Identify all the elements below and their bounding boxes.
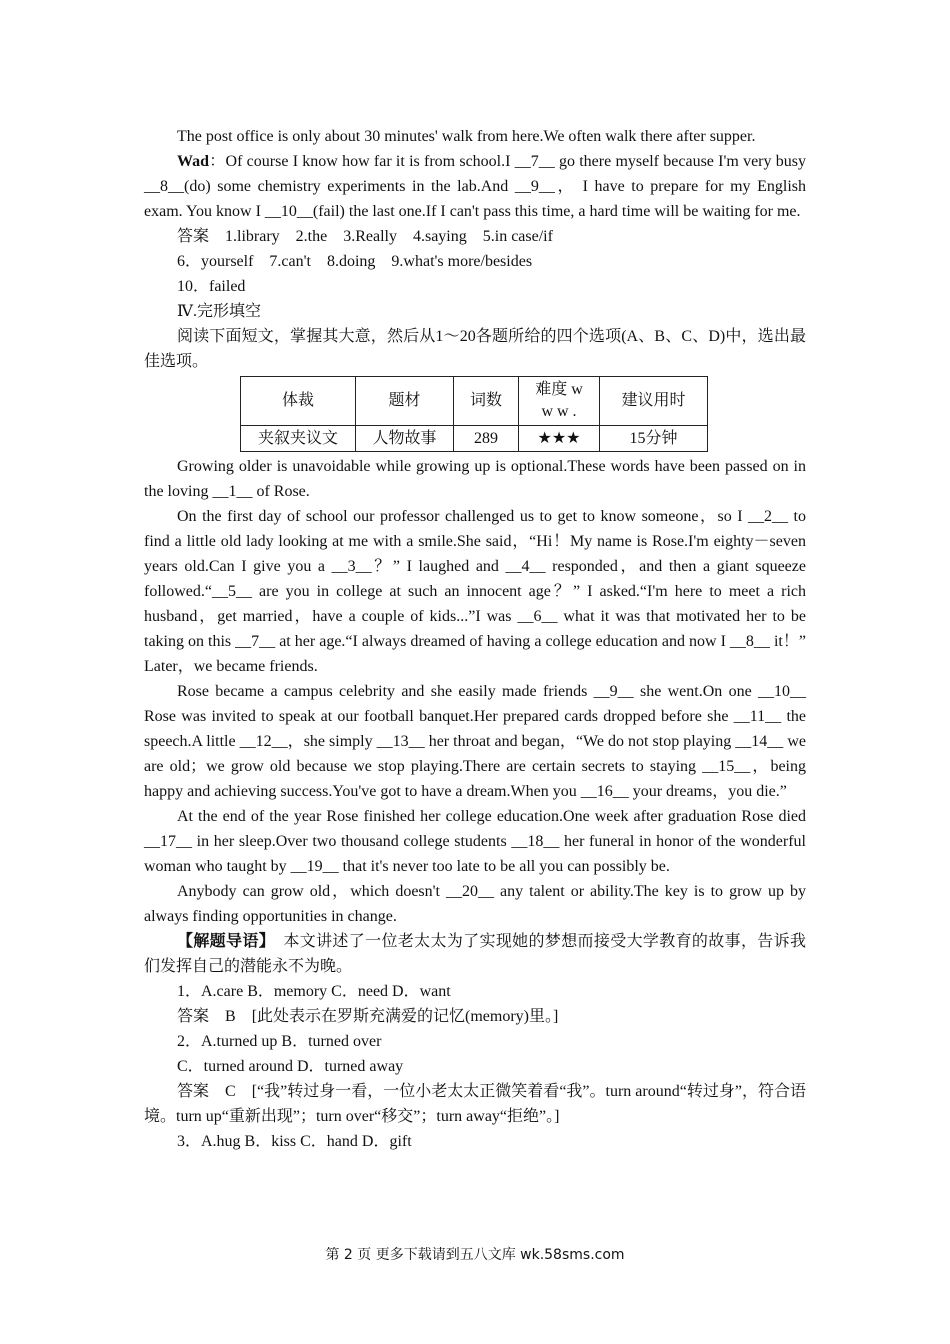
table-header: 题材: [356, 377, 454, 426]
passage-paragraph: Anybody can grow old，which doesn't __20__ any talent or ability.The key is to grow up by always finding opportunities in change.: [144, 883, 806, 925]
answer-text: B [此处表示在罗斯充满爱的记忆(memory)里。]: [209, 1008, 559, 1025]
passage-paragraph: On the first day of school our professor challenged us to get to know someone，so I __2__ to find a little old lady looking at me with a smile.She said，“Hi！My name is Rose.I'm eighty－seven years old.Can I give you a __3__？” I laughed and __4__ responded，and then a giant squeeze followed.“__5__ are you in college at such an innocent age？” I asked.“I'm here to meet a rich husband，get married，have a couple of kids...”I was __6__ what it was that motivated her to be taking on this __7__ at her age.“I always dreamed of having a college education and now I __8__ it！” Later，we became friends.: [144, 508, 806, 675]
table-header: 体裁: [241, 377, 356, 426]
table-header: 词数: [454, 377, 519, 426]
table-cell: 289: [454, 426, 519, 452]
page-content: [144, 124, 806, 1154]
passage-paragraph: Growing older is unavoidable while growing up is optional.These words have been passed on in the loving __1__ of Rose.: [144, 458, 806, 500]
speaker-name: Wad: [177, 153, 210, 170]
answer-label: 答案: [177, 1008, 210, 1025]
question-options: 3．A.hug B．kiss C．hand D．gift: [177, 1133, 412, 1150]
guide-paragraph: [144, 929, 806, 979]
info-table-wrap: [240, 376, 806, 452]
guide-label: 【解题导语】: [177, 933, 268, 950]
passage-paragraph: Rose became a campus celebrity and she easily made friends __9__ she went.On one __10__ Rose was invited to speak at our football banquet.Her prepared cards dropped before she __11__ the speech.A little __12__，she simply __13__ her throat and began，“We do not stop playing __14__ we are old；we grow old because we stop playing.There are certain secrets to staying __15__，being happy and achieving success.You've got to have a dream.When you __16__ your dreams，you die.”: [144, 683, 807, 800]
question-options: C．turned around D．turned away: [177, 1058, 404, 1075]
question-options: 2．A.turned up B．turned over: [177, 1033, 382, 1050]
question-options: 1．A.care B．memory C．need D．want: [177, 983, 451, 1000]
answer-line: [144, 224, 806, 249]
table-cell: 人物故事: [356, 426, 454, 452]
answer-label: 答案: [177, 1083, 210, 1100]
dialogue-text: ：Of course I know how far it is from school.I __7__ go there myself because I'm very busy __8__(do) some chemistry experiments in the lab.And __9__， I have to prepare for my English exam. You know I __10__(fail) the last one.If I can't pass this time, a hard time will be waiting for me.: [144, 153, 806, 220]
table-cell: 夹叙夹议文: [241, 426, 356, 452]
answer-line: [144, 1004, 806, 1029]
table-cell: ★★★: [519, 426, 600, 452]
table-header: 建议用时: [600, 377, 708, 426]
answer-line-3: 10．failed: [177, 278, 246, 295]
instructions: 阅读下面短文，掌握其大意，然后从1～20各题所给的四个选项(A、B、C、D)中，选出最佳选项。: [144, 328, 806, 370]
table-cell: 15分钟: [600, 426, 708, 452]
answer-line: [144, 1079, 806, 1129]
page-footer: 第 2 页 更多下载请到五八文库 wk.58sms.com: [325, 1247, 625, 1263]
passage-paragraph: At the end of the year Rose finished her college education.One week after graduation Rose died __17__ in her sleep.Over two thousand college students __18__ her funeral in honor of the wonderful woman who taught by __19__ that it's never too late to be all you can possibly be.: [144, 808, 806, 875]
answer-text: 1.library 2.the 3.Really 4.saying 5.in case/if: [209, 228, 553, 245]
info-table: [240, 376, 708, 452]
dialogue-wad: [144, 149, 806, 224]
guide-text: 本文讲述了一位老太太为了实现她的梦想而接受大学教育的故事，告诉我们发挥自己的潜能永不为晚。: [144, 933, 806, 975]
answer-text: C [“我”转过身一看，一位小老太太正微笑着看“我”。turn around“转过身”，符合语境。turn up“重新出现”；turn over“移交”；turn away“拒绝”。]: [144, 1083, 806, 1125]
section-heading: Ⅳ.完形填空: [177, 303, 261, 320]
answer-line-2: 6．yourself 7.can't 8.doing 9.what's more/besides: [177, 253, 533, 270]
answer-label: 答案: [177, 228, 210, 245]
table-header: 难度 w w w .: [519, 377, 600, 426]
text-line: The post office is only about 30 minutes' walk from here.We often walk there after supper.: [177, 128, 756, 145]
